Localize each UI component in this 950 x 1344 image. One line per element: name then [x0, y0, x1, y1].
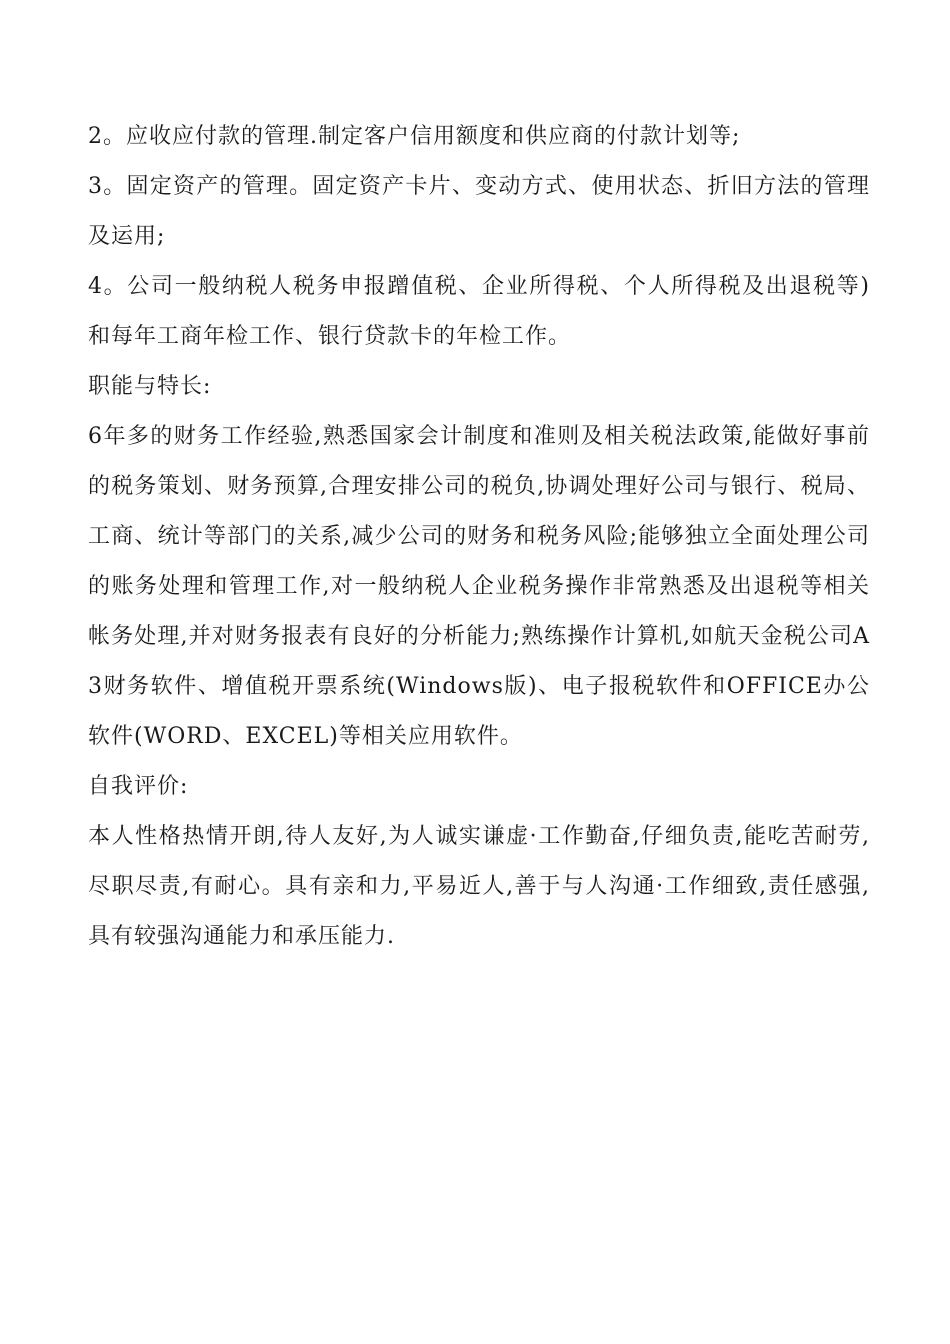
paragraph-receivables: 2。应收应付款的管理.制定客户信用额度和供应商的付款计划等; [88, 124, 741, 149]
section-heading-skills: 职能与特长: [88, 374, 212, 399]
paragraph-self-evaluation: 本人性格热情开朗,待人友好,为人诚实谦虚·工作勤奋,仔细负责,能吃苦耐劳,尽职尽责,有耐心。具有亲和力,平易近人,善于与人沟通·工作细致,责任感强,具有较强沟通能力和承压能力. [88, 824, 870, 949]
paragraph-skills: 6年多的财务工作经验,熟悉国家会计制度和准则及相关税法政策,能做好事前的税务策划、财务预算,合理安排公司的税负,协调处理好公司与银行、税局、工商、统计等部门的关系,减少公司的财务和税务风险;能够独立全面处理公司的账务处理和管理工作,对一般纳税人企业税务操作非常熟悉及出退税等相关帐务处理,并对财务报表有良好的分析能力;熟练操作计算机,如航天金税公司A3财务软件、增值税开票系统(Windows版)、电子报税软件和OFFICE办公软件(WORD、EXCEL)等相关应用软件。 [88, 424, 870, 749]
paragraph-tax-filing: 4。公司一般纳税人税务申报蹭值税、企业所得税、个人所得税及出退税等)和每年工商年检工作、银行贷款卡的年检工作。 [88, 274, 870, 349]
document-body [88, 112, 870, 962]
section-heading-self-evaluation: 自我评价: [88, 774, 189, 799]
paragraph-fixed-assets: 3。固定资产的管理。固定资产卡片、变动方式、使用状态、折旧方法的管理及运用; [88, 174, 870, 249]
